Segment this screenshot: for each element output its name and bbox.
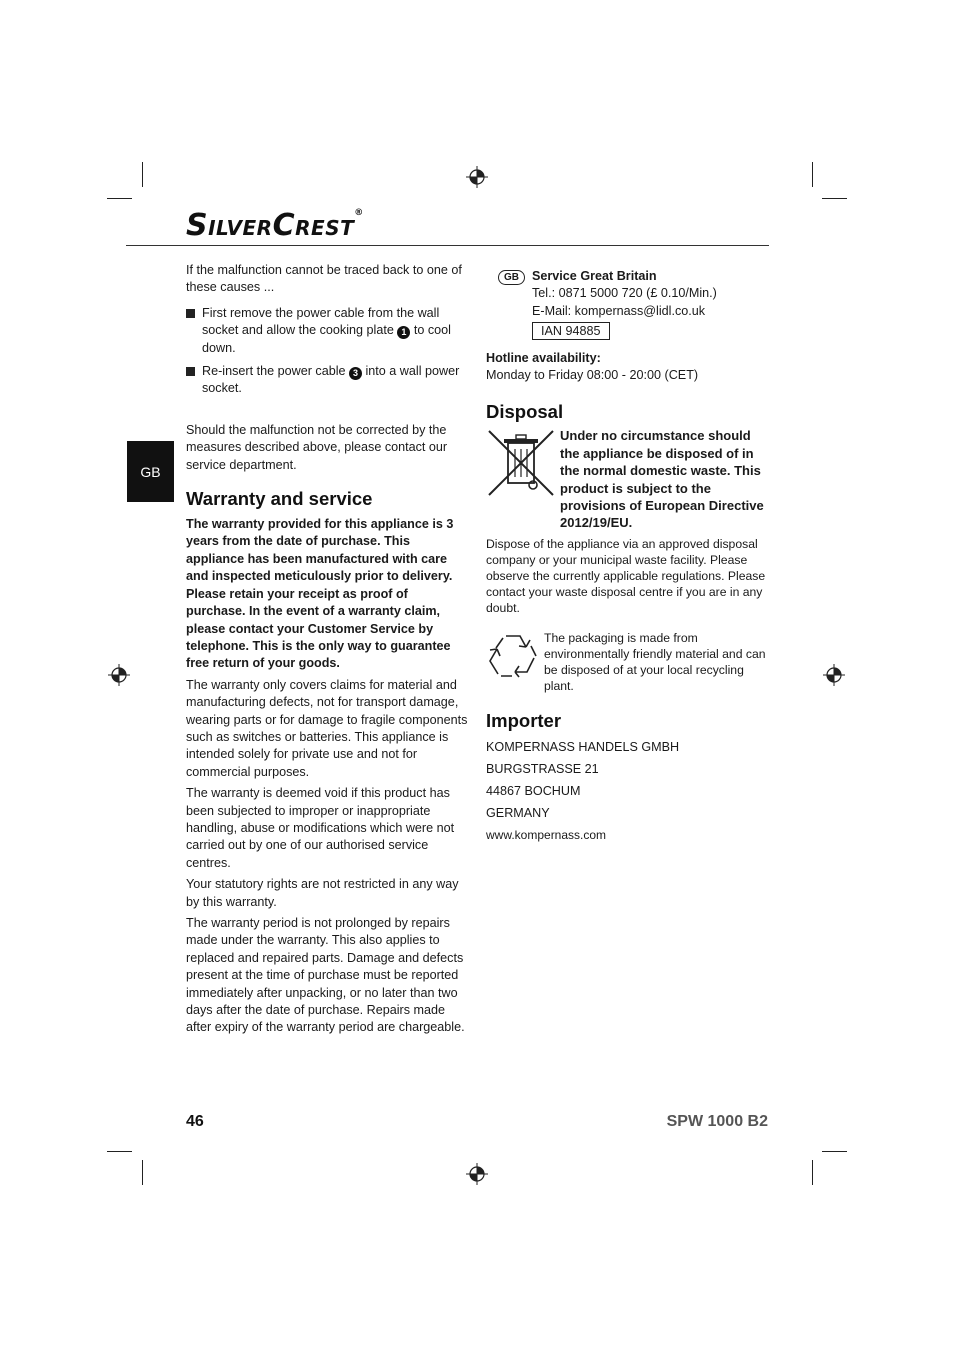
crop-mark (142, 1160, 143, 1185)
hotline-label: Hotline availability: (486, 350, 601, 365)
importer-website: www.kompernass.com (486, 827, 607, 842)
importer-address (486, 736, 769, 846)
importer-line: 44867 BOCHUM (486, 783, 581, 798)
language-tab: GB (127, 441, 174, 502)
hotline-hours: Monday to Friday 08:00 - 20:00 (CET) (486, 368, 699, 383)
part-number-badge: 1 (397, 326, 410, 339)
ian-number: IAN 94885 (532, 322, 610, 340)
registration-mark-icon (466, 1163, 488, 1185)
registration-mark-icon (823, 664, 845, 686)
warranty-paragraph: The warranty period is not prolonged by repairs made under the warranty. This also applies to replaced and repaired parts. Damage and defects present at the time of purchase must be reported immediately after unpacking, or no later than two days after the date of purchase. Repairs made after expiry of the warranty period are chargeable. (186, 916, 465, 1035)
warranty-paragraph: The warranty is deemed void if this product has been subjected to improper or inappropriate handling, abuse or modifications which were not carried out by one of our authorised service centres. (186, 786, 455, 870)
service-tel: Tel.: 0871 5000 720 (£ 0.10/Min.) (532, 286, 717, 301)
gb-badge: GB (498, 270, 525, 285)
contact-paragraph: Should the malfunction not be corrected by the measures described above, please contact our service department. (186, 422, 448, 472)
left-column (186, 262, 469, 1041)
bullet-square-icon (186, 367, 195, 376)
service-email: E-Mail: kompernass@lidl.co.uk (532, 303, 706, 318)
bullet-square-icon (186, 309, 195, 318)
crop-mark (812, 1160, 813, 1185)
service-block (486, 268, 769, 341)
warranty-heading: Warranty and service (186, 488, 373, 510)
bullet-item: First remove the power cable from the wall socket and allow the cooking plate 1 to cool down. (186, 305, 469, 357)
packaging-block (486, 630, 769, 694)
warranty-paragraph: The warranty only covers claims for material and manufacturing defects, not for transport damage, wearing parts or for damage to fragile components such as switches or batteries. This appliance is intended solely for private use and not for commercial purposes. (186, 677, 468, 779)
model-number: SPW 1000 B2 (666, 1113, 768, 1130)
crop-mark (142, 162, 143, 187)
bullet-item: Re-insert the power cable 3 into a wall power socket. (186, 363, 469, 398)
part-number-badge: 3 (349, 367, 362, 380)
crossed-bin-icon (486, 427, 556, 499)
registration-mark-icon (466, 166, 488, 188)
importer-line: KOMPERNASS HANDELS GMBH (486, 739, 680, 754)
recycling-icon (486, 630, 540, 682)
crop-mark (822, 1151, 847, 1152)
brand-logo: SILVERCREST® (186, 208, 364, 243)
warranty-paragraph: Your statutory rights are not restricted in any way by this warranty. (186, 877, 459, 909)
crop-mark (107, 1151, 132, 1152)
right-column (486, 268, 769, 846)
crop-mark (822, 198, 847, 199)
disposal-warning: Under no circumstance should the appliance be disposed of in the normal domestic waste. This product is subject to the provisions of European Directive 2012/19/EU. (560, 428, 764, 531)
header-rule (126, 245, 769, 246)
importer-line: GERMANY (486, 805, 550, 820)
importer-heading: Importer (486, 709, 562, 731)
importer-line: BURGSTRASSE 21 (486, 761, 599, 776)
disposal-block (486, 427, 769, 531)
disposal-heading: Disposal (486, 401, 564, 423)
troubleshoot-intro: If the malfunction cannot be traced back to one of these causes ... (186, 263, 462, 295)
warranty-bold-paragraph: The warranty provided for this appliance is 3 years from the date of purchase. This appliance has been manufactured with care and inspected meticulously prior to delivery. Please retain your receipt as proof of purchase. In the event of a warranty claim, please contact your Customer Service by telephone. This is the only way to guarantee free return of your goods. (186, 517, 454, 671)
disposal-paragraph: Dispose of the appliance via an approved disposal company or your municipal waste facility. Please observe the currently applicable regulations. Please contact your waste disposal centre if you are in any doubt. (486, 536, 766, 615)
registration-mark-icon (108, 664, 130, 686)
crop-mark (107, 198, 132, 199)
packaging-paragraph: The packaging is made from environmentally friendly material and can be disposed of at your local recycling plant. (544, 630, 766, 693)
service-title: Service Great Britain (532, 269, 657, 283)
crop-mark (812, 162, 813, 187)
page-number: 46 (186, 1113, 204, 1130)
